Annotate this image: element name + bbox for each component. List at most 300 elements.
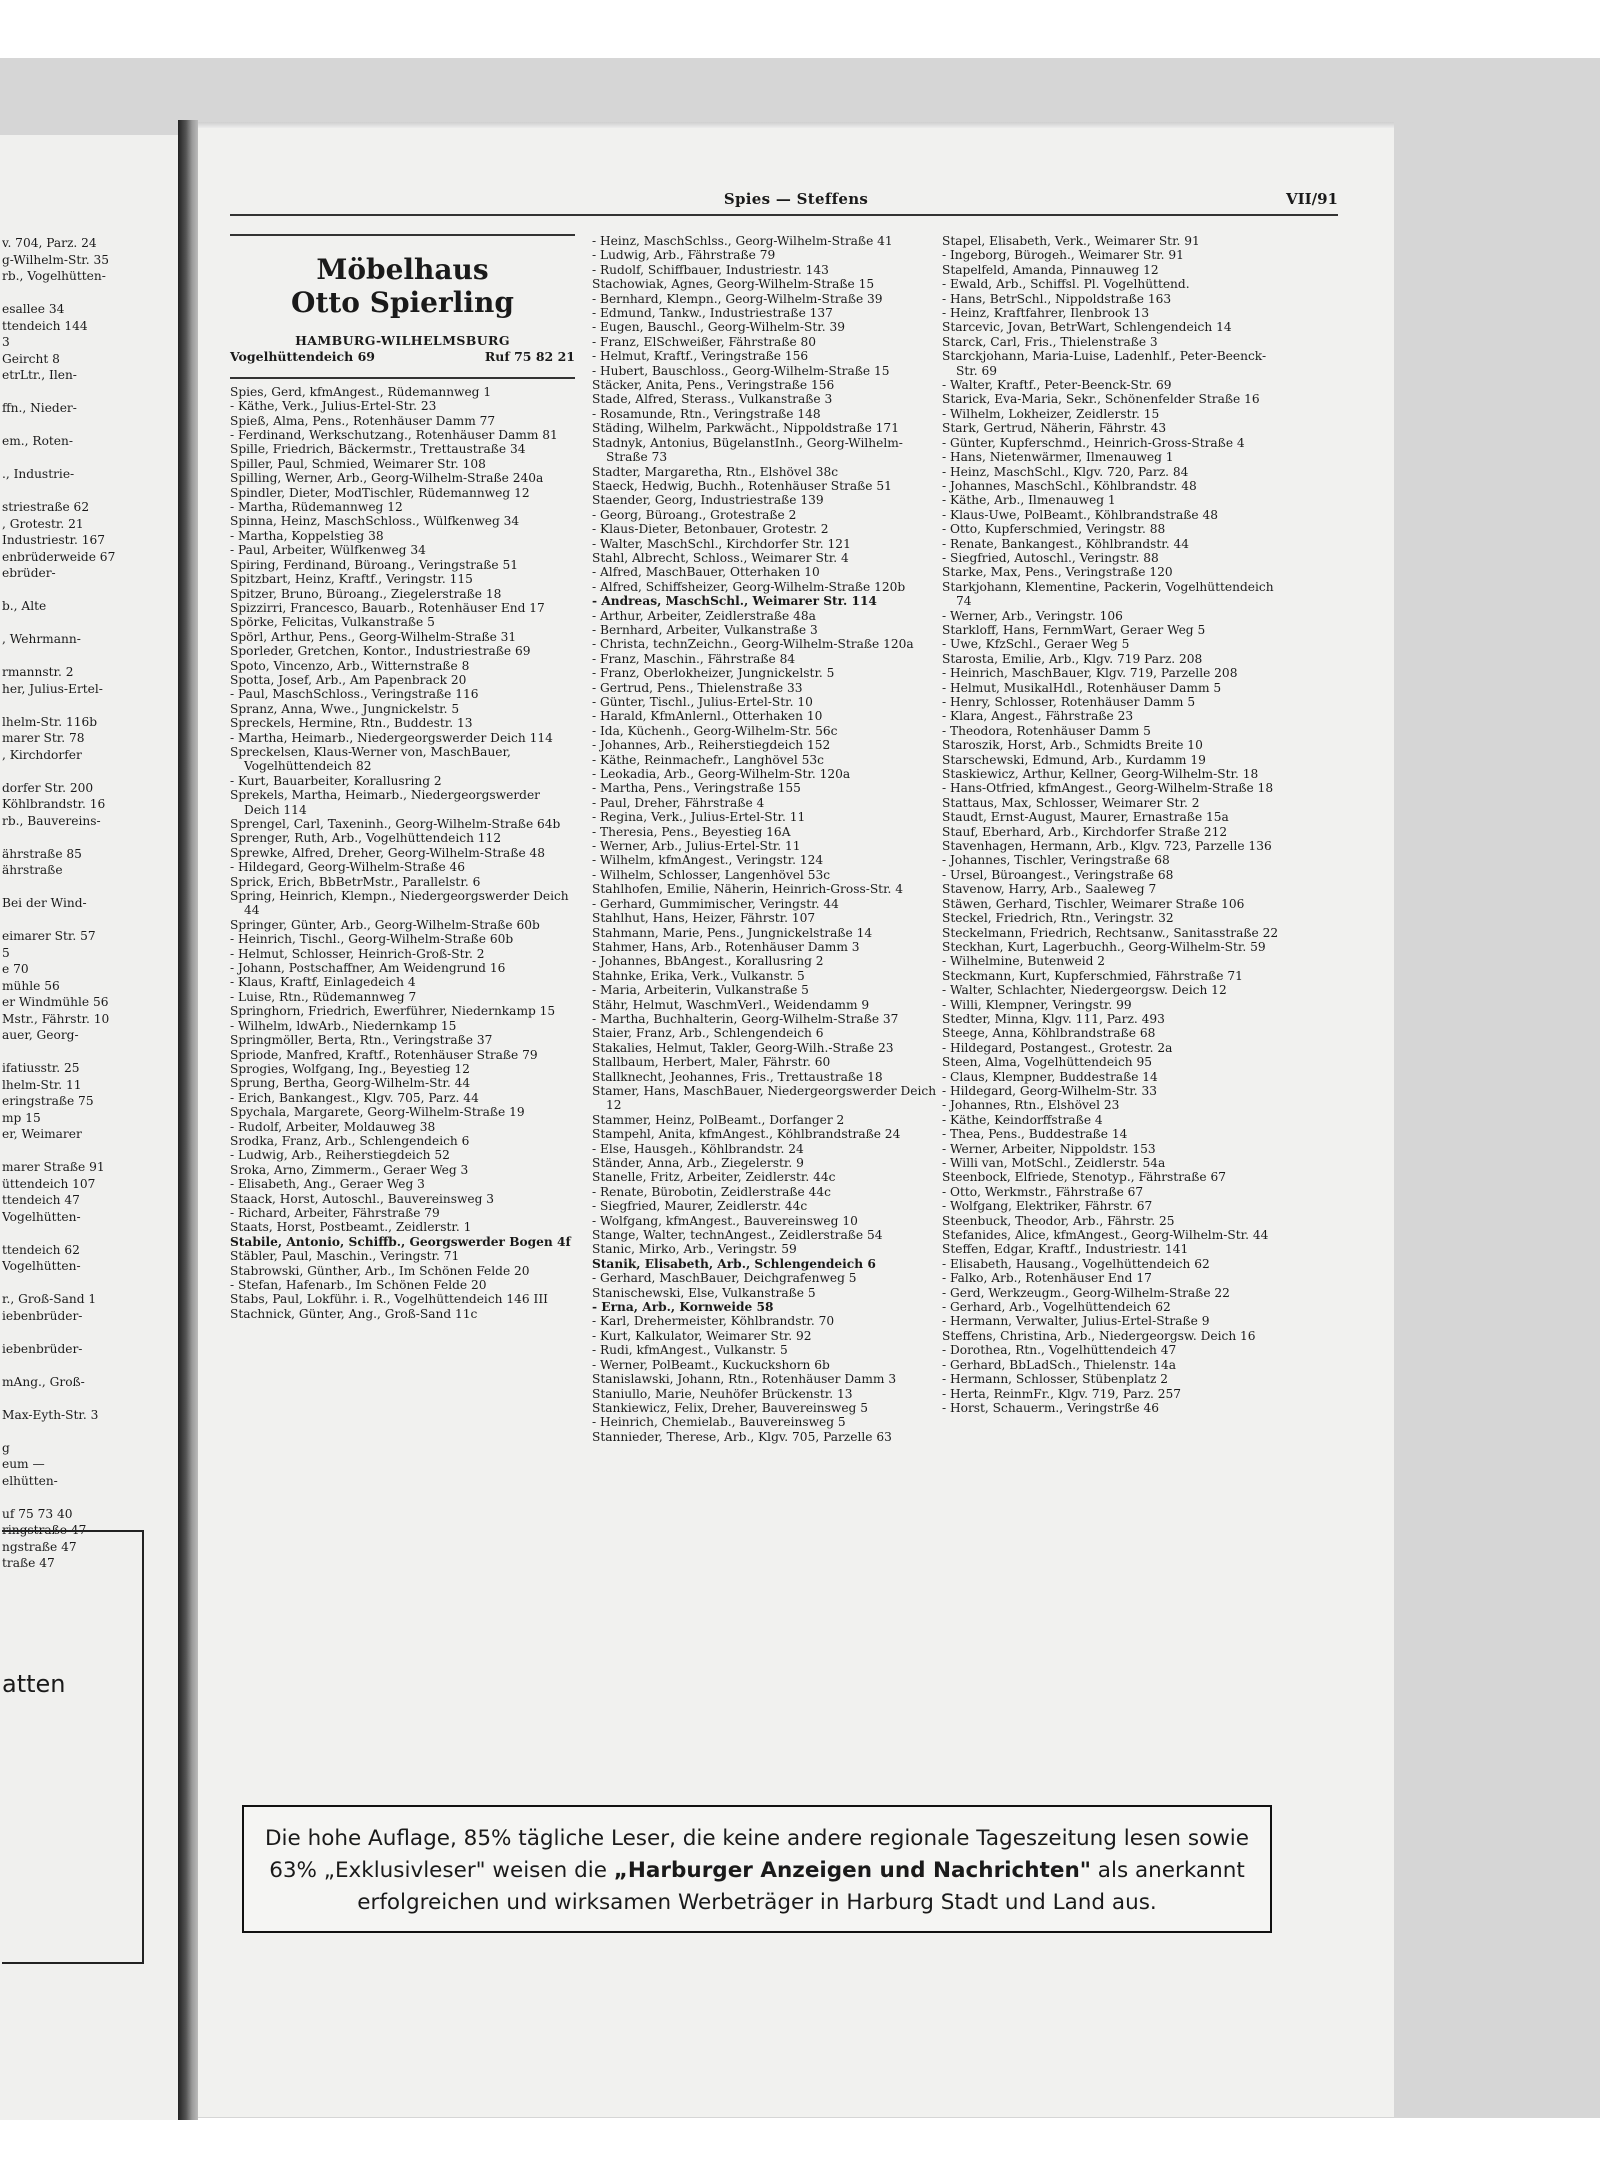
- directory-entry: - Rudi, kfmAngest., Vulkanstr. 5: [592, 1343, 788, 1358]
- notice-newspaper-name: „Harburger Anzeigen und Nachrichten": [613, 1858, 1091, 1883]
- directory-entry: Srodka, Franz, Arb., Schlengendeich 6: [230, 1133, 470, 1148]
- previous-page-line: [2, 1143, 178, 1160]
- directory-entry: Staats, Horst, Postbeamt., Zeidlerstr. 1: [230, 1220, 472, 1235]
- directory-entry: Spreckelsen, Klaus-Werner von, MaschBauer, Vogelhüttendeich 82: [230, 744, 511, 774]
- column-3: [942, 234, 1287, 1415]
- directory-entry: Stattaus, Max, Schlosser, Weimarer Str. 2: [942, 795, 1200, 810]
- directory-entry: - Luise, Rtn., Rüdemannweg 7: [230, 989, 417, 1004]
- ad-rule-top: [230, 234, 575, 236]
- directory-entry: - Helmut, MusikalHdl., Rotenhäuser Damm 5: [942, 680, 1222, 695]
- directory-entry: - Claus, Klempner, Buddestraße 14: [942, 1069, 1158, 1084]
- previous-page-line: Geircht 8: [2, 351, 60, 366]
- directory-entry: - Horst, Schauerm., Veringstrße 46: [942, 1400, 1160, 1415]
- directory-entry: - Walter, Kraftf., Peter-Beenck-Str. 69: [942, 378, 1172, 393]
- directory-entry: - Johannes, Arb., Reiherstiegdeich 152: [592, 738, 831, 753]
- directory-entry: - Richard, Arbeiter, Fährstraße 79: [230, 1205, 440, 1220]
- directory-entry: - Ursel, Büroangest., Veringstraße 68: [942, 867, 1174, 882]
- directory-entry: Spitzbart, Heinz, Kraftf., Veringstr. 115: [230, 572, 473, 587]
- previous-page-line: [2, 1423, 178, 1440]
- previous-page-line: [2, 1357, 178, 1374]
- directory-entry: Stanischewski, Else, Vulkanstraße 5: [592, 1285, 816, 1300]
- directory-entry: - Werner, PolBeamt., Kuckuckshorn 6b: [592, 1357, 830, 1372]
- directory-entry: - Erna, Arb., Kornweide 58: [592, 1300, 774, 1315]
- previous-page-line: ttendeich 62: [2, 1242, 80, 1257]
- directory-entry: - Günter, Kupferschmd., Heinrich-Gross-Straße 4: [942, 435, 1245, 450]
- ad-title-line1: Möbelhaus: [316, 253, 489, 286]
- scan-margin-bottom: [0, 2118, 1600, 2177]
- directory-entry: - Elisabeth, Ang., Geraer Weg 3: [230, 1177, 425, 1192]
- directory-entry: Städing, Wilhelm, Parkwächt., Nippoldstraße 171: [592, 421, 899, 436]
- previous-page-line: traße 47: [2, 1556, 55, 1570]
- column-1: [230, 234, 575, 1321]
- previous-page-line: b., Alte: [2, 599, 47, 613]
- directory-entry: - Martha, Heimarb., Niedergeorgswerder Deich 114: [230, 730, 553, 745]
- directory-entry: Steenbuck, Theodor, Arb., Fährstr. 25: [942, 1213, 1175, 1228]
- directory-entry: Steckmann, Kurt, Kupferschmied, Fährstraße 71: [942, 968, 1243, 983]
- previous-page-line: lhelm-Str. 116b: [2, 714, 98, 729]
- previous-page-line: rb., Bauvereins-: [2, 813, 101, 828]
- directory-entry: Stahlhut, Hans, Heizer, Fährstr. 107: [592, 911, 816, 926]
- directory-entry: Stanislawski, Johann, Rtn., Rotenhäuser Damm 3: [592, 1372, 897, 1387]
- directory-entry: Sprekels, Martha, Heimarb., Niedergeorgswerder Deich 114: [230, 788, 540, 817]
- previous-page-line: mp 15: [2, 1110, 41, 1125]
- previous-page-line: [2, 697, 178, 714]
- previous-page-line: Bei der Wind-: [2, 896, 87, 910]
- directory-entry: - Rudolf, Schiffbauer, Industriestr. 143: [592, 262, 829, 277]
- previous-page-line: enbrüderweide 67: [2, 549, 116, 564]
- previous-page-line: er Windmühle 56: [2, 995, 109, 1009]
- previous-page-line: Industriestr. 167: [2, 533, 106, 547]
- directory-entry: Staender, Georg, Industriestraße 139: [592, 493, 824, 508]
- previous-page-line: ebrüder-: [2, 566, 56, 580]
- directory-entry: - Hildegard, Postangest., Grotestr. 2a: [942, 1040, 1173, 1055]
- column-1-entries: [230, 385, 575, 1321]
- notice-text-start: Die hohe Auflage, 85% tägliche Leser, die keine andere regionale Tageszeitung lesen sowie 63% „Exklusivleser" weisen die: [264, 1826, 1250, 1883]
- directory-entry: Sroka, Arno, Zimmerm., Geraer Weg 3: [230, 1162, 469, 1177]
- directory-entry: - Johannes, MaschSchl., Köhlbrandstr. 48: [942, 478, 1197, 493]
- directory-entry: Stachnick, Günter, Ang., Groß-Sand 11c: [230, 1306, 478, 1321]
- directory-entry: Spilling, Werner, Arb., Georg-Wilhelm-Straße 240a: [230, 471, 544, 486]
- directory-entry: - Käthe, Arb., Ilmenauweg 1: [942, 493, 1116, 508]
- directory-entry: Steffen, Edgar, Kraftf., Industriestr. 141: [942, 1242, 1189, 1257]
- directory-entry: - Werner, Arb., Julius-Ertel-Str. 11: [592, 839, 801, 854]
- directory-entry: - Walter, Schlachter, Niedergeorgsw. Deich 12: [942, 983, 1227, 998]
- directory-entry: - Franz, ElSchweißer, Fährstraße 80: [592, 334, 817, 349]
- previous-page-line: [2, 1324, 178, 1341]
- ad-rule-bottom: [230, 377, 575, 379]
- directory-entry: - Theodora, Rotenhäuser Damm 5: [942, 723, 1151, 738]
- previous-page-line: Vogelhütten-: [2, 1209, 81, 1224]
- previous-page-line: [2, 648, 178, 665]
- directory-entry: Stallknecht, Jeohannes, Fris., Trettaustraße 18: [592, 1069, 883, 1084]
- directory-page: [198, 122, 1394, 2117]
- directory-entry: - Günter, Tischl., Julius-Ertel-Str. 10: [592, 695, 813, 709]
- directory-entry: Springhorn, Friedrich, Ewerführer, Niedernkamp 15: [230, 1004, 556, 1019]
- directory-entry: Sporleder, Gretchen, Kontor., Industriestraße 69: [230, 644, 531, 659]
- directory-entry: Starke, Max, Pens., Veringstraße 120: [942, 565, 1173, 580]
- directory-entry: Spinna, Heinz, MaschSchloss., Wülfkenweg 34: [230, 514, 520, 529]
- directory-entry: - Arthur, Arbeiter, Zeidlerstraße 48a: [592, 608, 816, 623]
- previous-page-line: mühle 56: [2, 978, 60, 993]
- previous-page-line: Mstr., Fährstr. 10: [2, 1011, 110, 1026]
- previous-page-line: Köhlbrandstr. 16: [2, 797, 106, 811]
- directory-entry: - Johann, Postschaffner, Am Weidengrund 16: [230, 961, 506, 976]
- directory-entry: - Klaus-Uwe, PolBeamt., Köhlbrandstraße 48: [942, 507, 1218, 522]
- directory-entry: - Edmund, Tankw., Industriestraße 137: [592, 306, 833, 321]
- directory-entry: Spörke, Felicitas, Vulkanstraße 5: [230, 615, 435, 630]
- directory-entry: - Georg, Büroang., Grotestraße 2: [592, 507, 797, 522]
- directory-entry: - Käthe, Verk., Julius-Ertel-Str. 23: [230, 399, 437, 414]
- previous-page-line: [2, 483, 178, 500]
- directory-entry: - Hermann, Schlosser, Stübenplatz 2: [942, 1372, 1169, 1387]
- directory-entry: Staudt, Ernst-August, Maurer, Ernastraße 15a: [942, 810, 1229, 825]
- ad-address: Vogelhüttendeich 69: [230, 349, 375, 365]
- directory-entry: - Käthe, Keindorffstraße 4: [942, 1112, 1103, 1127]
- directory-entry: Springmöller, Berta, Rtn., Veringstraße 37: [230, 1033, 493, 1048]
- directory-entry: - Werner, Arbeiter, Nippoldstr. 153: [942, 1141, 1156, 1156]
- directory-entry: - Wolfgang, kfmAngest., Bauvereinsweg 10: [592, 1213, 858, 1228]
- directory-entry: Stahl, Albrecht, Schloss., Weimarer Str. 4: [592, 550, 849, 565]
- directory-entry: - Heinrich, MaschBauer, Klgv. 719, Parzelle 208: [942, 666, 1238, 681]
- directory-entry: Starck, Carl, Fris., Thielenstraße 3: [942, 334, 1158, 349]
- directory-entry: - Käthe, Reinmachefr., Langhövel 53c: [592, 752, 824, 767]
- directory-entry: - Otto, Werkmstr., Fährstraße 67: [942, 1184, 1144, 1199]
- directory-entry: Spotta, Josef, Arb., Am Papenbrack 20: [230, 672, 467, 687]
- directory-entry: Spranz, Anna, Wwe., Jungnickelstr. 5: [230, 701, 460, 716]
- ad-contact-row: [230, 350, 575, 364]
- directory-entry: - Hildegard, Georg-Wilhelm-Str. 33: [942, 1083, 1157, 1098]
- previous-page-line: striestraße 62: [2, 500, 90, 514]
- directory-entry: - Kurt, Kalkulator, Weimarer Str. 92: [592, 1328, 812, 1343]
- directory-entry: - Heinz, MaschSchlss., Georg-Wilhelm-Straße 41: [592, 234, 893, 248]
- previous-page-line: ngstraße 47: [2, 1539, 77, 1554]
- directory-entry: Sprick, Erich, BbBetrMstr., Parallelstr. 6: [230, 874, 481, 889]
- previous-page-line: etrLtr., Ilen-: [2, 368, 77, 382]
- directory-entry: - Christa, technZeichn., Georg-Wilhelm-Straße 120a: [592, 637, 914, 652]
- book-gutter: [178, 120, 198, 2120]
- previous-page-line: r., Groß-Sand 1: [2, 1292, 97, 1306]
- previous-page-line: [2, 615, 178, 632]
- directory-entry: - Ferdinand, Werkschutzang., Rotenhäuser Damm 81: [230, 428, 558, 443]
- directory-entry: - Falko, Arb., Rotenhäuser End 17: [942, 1271, 1152, 1286]
- directory-entry: - Herta, ReinmFr., Klgv. 719, Parz. 257: [942, 1386, 1182, 1401]
- directory-entry: - Wilhelm, Lokheizer, Zeidlerstr. 15: [942, 406, 1160, 421]
- directory-entry: - Paul, Dreher, Fährstraße 4: [592, 795, 765, 810]
- directory-entry: Stange, Walter, technAngest., Zeidlerstraße 54: [592, 1228, 883, 1243]
- page-number: VII/91: [1285, 190, 1338, 208]
- previous-page-line: lhelm-Str. 11: [2, 1077, 82, 1092]
- directory-entry: Stavenow, Harry, Arb., Saaleweg 7: [942, 882, 1157, 897]
- directory-entry: Stäbler, Paul, Maschin., Veringstr. 71: [230, 1249, 460, 1264]
- previous-page-line: [2, 1390, 178, 1407]
- directory-entry: - Harald, KfmAnlernl., Otterhaken 10: [592, 709, 823, 724]
- column-2: [592, 234, 937, 1444]
- directory-entry: Spiller, Paul, Schmied, Weimarer Str. 108: [230, 456, 486, 471]
- previous-page-line: rmannstr. 2: [2, 665, 74, 679]
- directory-entry: Stabrowski, Günther, Arb., Im Schönen Felde 20: [230, 1263, 530, 1278]
- directory-entry: Stammer, Heinz, PolBeamt., Dorfanger 2: [592, 1112, 845, 1127]
- previous-page-line: [2, 582, 178, 599]
- directory-entry: Stampehl, Anita, kfmAngest., Köhlbrandstraße 24: [592, 1127, 901, 1142]
- directory-entry: Spring, Heinrich, Klempn., Niedergeorgswerder Deich 44: [230, 889, 569, 918]
- directory-entry: Ständer, Anna, Arb., Ziegelerstr. 9: [592, 1156, 804, 1170]
- directory-entry: - Bernhard, Klempn., Georg-Wilhelm-Straße 39: [592, 291, 883, 306]
- directory-entry: Stapelfeld, Amanda, Pinnauweg 12: [942, 262, 1159, 277]
- directory-entry: - Rudolf, Arbeiter, Moldauweg 38: [230, 1119, 436, 1134]
- directory-entry: Stadter, Margaretha, Rtn., Elshövel 38c: [592, 464, 839, 479]
- directory-entry: - Heinz, MaschSchl., Klgv. 720, Parz. 84: [942, 464, 1189, 479]
- directory-entry: Staack, Horst, Autoschl., Bauvereinsweg 3: [230, 1191, 495, 1206]
- directory-entry: Staier, Franz, Arb., Schlengendeich 6: [592, 1026, 824, 1041]
- previous-page-line: em., Roten-: [2, 434, 73, 448]
- directory-entry: Stallbaum, Herbert, Maler, Fährstr. 60: [592, 1055, 831, 1070]
- directory-entry: Stahnke, Erika, Verk., Vulkanstr. 5: [592, 968, 805, 983]
- directory-entry: - Erich, Bankangest., Klgv. 705, Parz. 44: [230, 1090, 479, 1105]
- previous-page-line: marer Straße 91: [2, 1160, 105, 1174]
- directory-entry: - Wilhelm, ldwArb., Niedernkamp 15: [230, 1018, 457, 1033]
- previous-page-line: [2, 1275, 178, 1292]
- previous-page-line: [2, 1489, 178, 1506]
- previous-page-line: her, Julius-Ertel-: [2, 681, 103, 696]
- directory-entry: - Johannes, Rtn., Elshövel 23: [942, 1098, 1120, 1113]
- previous-page-line: iebenbrüder-: [2, 1308, 83, 1323]
- directory-entry: - Gerhard, MaschBauer, Deichgrafenweg 5: [592, 1271, 857, 1286]
- directory-entry: - Gerhard, Arb., Vogelhüttendeich 62: [942, 1300, 1171, 1315]
- directory-entry: Staskiewicz, Arthur, Kellner, Georg-Wilhelm-Str. 18: [942, 767, 1259, 782]
- directory-entry: - Hans, Nietenwärmer, Ilmenauweg 1: [942, 450, 1174, 465]
- directory-entry: - Uwe, KfzSchl., Geraer Weg 5: [942, 637, 1130, 652]
- directory-entry: - Hubert, Bauschloss., Georg-Wilhelm-Straße 15: [592, 363, 890, 378]
- directory-entry: Spindler, Dieter, ModTischler, Rüdemannweg 12: [230, 485, 530, 500]
- ad-city: HAMBURG-WILHELMSBURG: [295, 333, 510, 348]
- advertising-notice-box: [242, 1805, 1272, 1933]
- directory-entry: Starcevic, Jovan, BetrWart, Schlengendeich 14: [942, 320, 1232, 335]
- previous-page-line: marer Str. 78: [2, 731, 85, 745]
- directory-entry: Steckel, Friedrich, Rtn., Veringstr. 32: [942, 911, 1174, 926]
- directory-entry: Spiring, Ferdinand, Büroang., Veringstraße 51: [230, 557, 518, 572]
- directory-entry: Starckjohann, Maria-Luise, Ladenhlf., Peter-Beenck-Str. 69: [942, 349, 1267, 378]
- directory-entry: - Ewald, Arb., Schiffsl. Pl. Vogelhüttend.: [942, 277, 1190, 292]
- directory-entry: - Ludwig, Arb., Reiherstiegdeich 52: [230, 1148, 450, 1163]
- directory-entry: - Johannes, BbAngest., Korallusring 2: [592, 954, 824, 969]
- directory-entry: Steffens, Christina, Arb., Niedergeorgsw. Deich 16: [942, 1328, 1256, 1343]
- previous-page-fragment: [0, 135, 178, 2120]
- previous-page-line: elhütten-: [2, 1473, 58, 1488]
- previous-page-line: , Grotestr. 21: [2, 516, 84, 531]
- directory-entry: - Siegfried, Autoschl., Veringstr. 88: [942, 550, 1159, 565]
- directory-entry: - Johannes, Tischler, Veringstraße 68: [942, 853, 1170, 868]
- scan-margin-top: [0, 0, 1600, 58]
- directory-entry: - Gerhard, BbLadSch., Thielenstr. 14a: [942, 1357, 1177, 1372]
- directory-entry: - Elisabeth, Hausang., Vogelhüttendeich 62: [942, 1256, 1210, 1271]
- directory-entry: - Gerhard, Gummimischer, Veringstr. 44: [592, 896, 839, 911]
- directory-entry: - Klaus, Kraftf, Einlagedeich 4: [230, 975, 416, 990]
- directory-entry: Staeck, Hedwig, Buchh., Rotenhäuser Straße 51: [592, 478, 892, 493]
- directory-entry: - Wolfgang, Elektriker, Fährstr. 67: [942, 1199, 1153, 1214]
- directory-entry: - Wilhelm, Schlosser, Langenhövel 53c: [592, 867, 831, 882]
- directory-entry: Stabs, Paul, Lokführ. i. R., Vogelhüttendeich 146 III: [230, 1292, 548, 1307]
- previous-page-line: , Kirchdorfer: [2, 747, 82, 762]
- previous-page-line: dorfer Str. 200: [2, 780, 94, 795]
- previous-page-line: uf 75 73 40: [2, 1506, 73, 1521]
- previous-page-line: [2, 912, 178, 929]
- directory-entry: - Helmut, Schlosser, Heinrich-Groß-Str. 2: [230, 946, 485, 961]
- directory-entry: Spille, Friedrich, Bäckermstr., Trettaustraße 34: [230, 442, 526, 457]
- directory-entry: Sprung, Bertha, Georg-Wilhelm-Str. 44: [230, 1076, 471, 1091]
- directory-entry: Stade, Alfred, Sterass., Vulkanstraße 3: [592, 392, 833, 407]
- directory-entry: Stakalies, Helmut, Takler, Georg-Wilh.-Straße 23: [592, 1040, 894, 1055]
- previous-page-text: [2, 235, 178, 1572]
- directory-entry: - Martha, Koppelstieg 38: [230, 528, 384, 543]
- directory-entry: Starick, Eva-Maria, Sekr., Schönenfelder Straße 16: [942, 392, 1260, 407]
- previous-page-line: rb., Vogelhütten-: [2, 269, 106, 283]
- previous-page-line: 5: [2, 945, 10, 960]
- directory-entry: Starkloff, Hans, FernmWart, Geraer Weg 5: [942, 622, 1206, 637]
- directory-entry: Spriode, Manfred, Kraftf., Rotenhäuser Straße 79: [230, 1047, 538, 1062]
- previous-page-line: Vogelhütten-: [2, 1259, 81, 1273]
- directory-entry: - Otto, Kupferschmied, Veringstr. 88: [942, 522, 1166, 537]
- directory-entry: - Gertrud, Pens., Thielenstraße 33: [592, 680, 803, 695]
- directory-entry: - Paul, Arbeiter, Wülfkenweg 34: [230, 543, 426, 558]
- directory-entry: Stapel, Elisabeth, Verk., Weimarer Str. 91: [942, 234, 1200, 248]
- directory-entry: - Dorothea, Rtn., Vogelhüttendeich 47: [942, 1343, 1177, 1358]
- previous-page-line: v. 704, Parz. 24: [2, 236, 97, 250]
- notice-text-end: als anerkannt erfolgreichen und wirksamen Werbeträger in Harburg Stadt und Land aus.: [357, 1858, 1245, 1915]
- directory-entry: - Martha, Pens., Veringstraße 155: [592, 781, 801, 796]
- directory-entry: Stauf, Eberhard, Arb., Kirchdorfer Straße 212: [942, 824, 1228, 839]
- ad-title-line2: Otto Spierling: [291, 286, 514, 319]
- directory-entry: - Thea, Pens., Buddestraße 14: [942, 1127, 1128, 1142]
- directory-entry: - Helmut, Kraftf., Veringstraße 156: [592, 349, 809, 364]
- directory-entry: - Heinrich, Tischl., Georg-Wilhelm-Straße 60b: [230, 932, 514, 947]
- directory-entry: Stankiewicz, Felix, Dreher, Bauvereinsweg 5: [592, 1400, 868, 1415]
- directory-entry: - Hildegard, Georg-Wilhelm-Straße 46: [230, 860, 466, 875]
- previous-page-line: g: [2, 1440, 10, 1455]
- directory-entry: Stark, Gertrud, Näherin, Fährstr. 43: [942, 421, 1167, 436]
- directory-entry: - Karl, Drehermeister, Köhlbrandstr. 70: [592, 1314, 835, 1329]
- directory-entry: Spörl, Arthur, Pens., Georg-Wilhelm-Straße 31: [230, 629, 517, 644]
- previous-page-line: Max-Eyth-Str. 3: [2, 1407, 99, 1422]
- directory-entry: Stahmer, Hans, Arb., Rotenhäuser Damm 3: [592, 939, 860, 954]
- directory-entry: Steckhan, Kurt, Lagerbuchh., Georg-Wilhelm-Str. 59: [942, 939, 1266, 954]
- directory-entry: - Henry, Schlosser, Rotenhäuser Damm 5: [942, 695, 1196, 709]
- directory-entry: - Heinrich, Chemielab., Bauvereinsweg 5: [592, 1415, 846, 1430]
- previous-page-line: üttendeich 107: [2, 1176, 96, 1191]
- directory-entry: - Ludwig, Arb., Fährstraße 79: [592, 248, 776, 263]
- page-top-edge: [198, 122, 1394, 128]
- previous-page-line: [2, 450, 178, 467]
- directory-entry: Steckelmann, Friedrich, Rechtsanw., Sanitasstraße 22: [942, 925, 1279, 940]
- directory-entry: - Else, Hausgeh., Köhlbrandstr. 24: [592, 1141, 804, 1156]
- ad-phone: Ruf 75 82 21: [484, 349, 575, 365]
- directory-entry: Starosta, Emilie, Arb., Klgv. 719 Parz. 208: [942, 651, 1203, 666]
- advertisement-box: [230, 234, 575, 379]
- previous-page-line: auer, Georg-: [2, 1028, 79, 1042]
- directory-entry: - Martha, Rüdemannweg 12: [230, 500, 403, 515]
- previous-page-line: [2, 763, 178, 780]
- directory-entry: Stachowiak, Agnes, Georg-Wilhelm-Straße 15: [592, 277, 875, 292]
- previous-page-line: [2, 829, 178, 846]
- directory-entry: Stäcker, Anita, Pens., Veringstraße 156: [592, 378, 835, 393]
- directory-entry: Steenbock, Elfriede, Stenotyp., Fährstraße 67: [942, 1170, 1227, 1185]
- directory-entry: Spizzirri, Francesco, Bauarb., Rotenhäuser End 17: [230, 600, 545, 615]
- previous-page-line: ringstraße 47: [2, 1523, 87, 1537]
- directory-entry: - Walter, MaschSchl., Kirchdorfer Str. 121: [592, 536, 851, 551]
- directory-entry: Stavenhagen, Hermann, Arb., Klgv. 723, Parzelle 136: [942, 839, 1272, 854]
- previous-page-line: e 70: [2, 962, 29, 976]
- directory-entry: - Renate, Bankangest., Köhlbrandstr. 44: [942, 536, 1190, 551]
- directory-entry: Stedter, Minna, Klgv. 111, Parz. 493: [942, 1011, 1165, 1026]
- directory-entry: - Leokadia, Arb., Georg-Wilhelm-Str. 120a: [592, 767, 851, 782]
- previous-page-line: 3: [2, 335, 10, 349]
- directory-entry: Stamer, Hans, MaschBauer, Niedergeorgswerder Deich 12: [592, 1083, 937, 1113]
- directory-entry: - Martha, Buchhalterin, Georg-Wilhelm-Straße 37: [592, 1011, 899, 1026]
- directory-entry: - Siegfried, Maurer, Zeidlerstr. 44c: [592, 1199, 808, 1214]
- directory-entry: - Renate, Bürobotin, Zeidlerstraße 44c: [592, 1184, 831, 1199]
- directory-entry: - Hans-Otfried, kfmAngest., Georg-Wilhelm-Straße 18: [942, 781, 1274, 796]
- directory-entry: Stanic, Mirko, Arb., Veringstr. 59: [592, 1242, 797, 1257]
- directory-entry: Stannieder, Therese, Arb., Klgv. 705, Parzelle 63: [592, 1429, 892, 1444]
- directory-entry: - Werner, Arb., Veringstr. 106: [942, 608, 1123, 623]
- previous-page-line: [2, 1225, 178, 1242]
- directory-entry: Spychala, Margarete, Georg-Wilhelm-Straße 19: [230, 1105, 525, 1120]
- directory-entry: Starschewski, Edmund, Arb., Kurdamm 19: [942, 752, 1206, 767]
- directory-entry: - Ida, Küchenh., Georg-Wilhelm-Str. 56c: [592, 723, 838, 738]
- directory-entry: - Wilhelmine, Butenweid 2: [942, 954, 1106, 969]
- previous-page-line: ttendeich 47: [2, 1193, 80, 1207]
- directory-entry: - Willi van, MotSchl., Zeidlerstr. 54a: [942, 1156, 1166, 1170]
- directory-entry: Spies, Gerd, kfmAngest., Rüdemannweg 1: [230, 384, 492, 399]
- directory-entry: Sprewke, Alfred, Dreher, Georg-Wilhelm-Straße 48: [230, 845, 546, 860]
- previous-page-line: g-Wilhelm-Str. 35: [2, 252, 109, 267]
- directory-entry: - Alfred, MaschBauer, Otterhaken 10: [592, 565, 820, 580]
- running-header: Spies — Steffens: [723, 190, 869, 208]
- directory-entry: - Regina, Verk., Julius-Ertel-Str. 11: [592, 810, 806, 825]
- directory-entry: - Franz, Oberlokheizer, Jungnickelstr. 5: [592, 666, 835, 681]
- directory-entry: - Hans, BetrSchl., Nippoldstraße 163: [942, 291, 1172, 306]
- directory-entry: - Theresia, Pens., Beyestieg 16A: [592, 824, 791, 839]
- directory-entry: - Klaus-Dieter, Betonbauer, Grotestr. 2: [592, 522, 829, 537]
- directory-entry: Stahmann, Marie, Pens., Jungnickelstraße 14: [592, 925, 873, 940]
- previous-page-line: er, Weimarer: [2, 1127, 82, 1141]
- previous-page-line: eringstraße 75: [2, 1094, 94, 1108]
- previous-page-line: [2, 384, 178, 401]
- directory-entry: Spreckels, Hermine, Rtn., Buddestr. 13: [230, 716, 473, 731]
- directory-entry: - Kurt, Bauarbeiter, Korallusring 2: [230, 773, 442, 788]
- directory-entry: - Franz, Maschin., Fährstraße 84: [592, 651, 796, 666]
- directory-entry: Stadnyk, Antonius, BügelanstInh., Georg-Wilhelm-Straße 73: [592, 435, 903, 465]
- directory-entry: Staniullo, Marie, Neuhöfer Brückenstr. 13: [592, 1386, 853, 1401]
- directory-entry: - Andreas, MaschSchl., Weimarer Str. 114: [592, 594, 877, 609]
- directory-entry: Starkjohann, Klementine, Packerin, Vogelhüttendeich 74: [942, 579, 1274, 609]
- previous-page-line: ährstraße: [2, 863, 63, 877]
- directory-entry: Staroszik, Horst, Arb., Schmidts Breite 10: [942, 738, 1203, 753]
- directory-entry: Spitzer, Bruno, Büroang., Ziegelerstraße 18: [230, 586, 502, 601]
- directory-entry: - Heinz, Kraftfahrer, Ilenbrook 13: [942, 306, 1150, 321]
- previous-page-line: ttendeich 144: [2, 318, 88, 333]
- directory-entry: Stabile, Antonio, Schiffb., Georgswerder Bogen 4f: [230, 1234, 571, 1249]
- previous-page-line: ffn., Nieder-: [2, 401, 77, 415]
- directory-entry: Stahlhofen, Emilie, Näherin, Heinrich-Gross-Str. 4: [592, 882, 904, 897]
- previous-page-line: ifatiusstr. 25: [2, 1061, 80, 1075]
- directory-entry: - Alfred, Schiffsheizer, Georg-Wilhelm-Straße 120b: [592, 579, 906, 594]
- directory-entry: Spoto, Vincenzo, Arb., Witternstraße 8: [230, 658, 470, 673]
- directory-entry: Stanik, Elisabeth, Arb., Schlengendeich 6: [592, 1256, 876, 1271]
- previous-page-line: ährstraße 85: [2, 846, 82, 861]
- directory-entry: - Klara, Angest., Fährstraße 23: [942, 709, 1134, 724]
- directory-entry: Sprenger, Ruth, Arb., Vogelhüttendeich 112: [230, 831, 502, 846]
- previous-page-line: [2, 1044, 178, 1061]
